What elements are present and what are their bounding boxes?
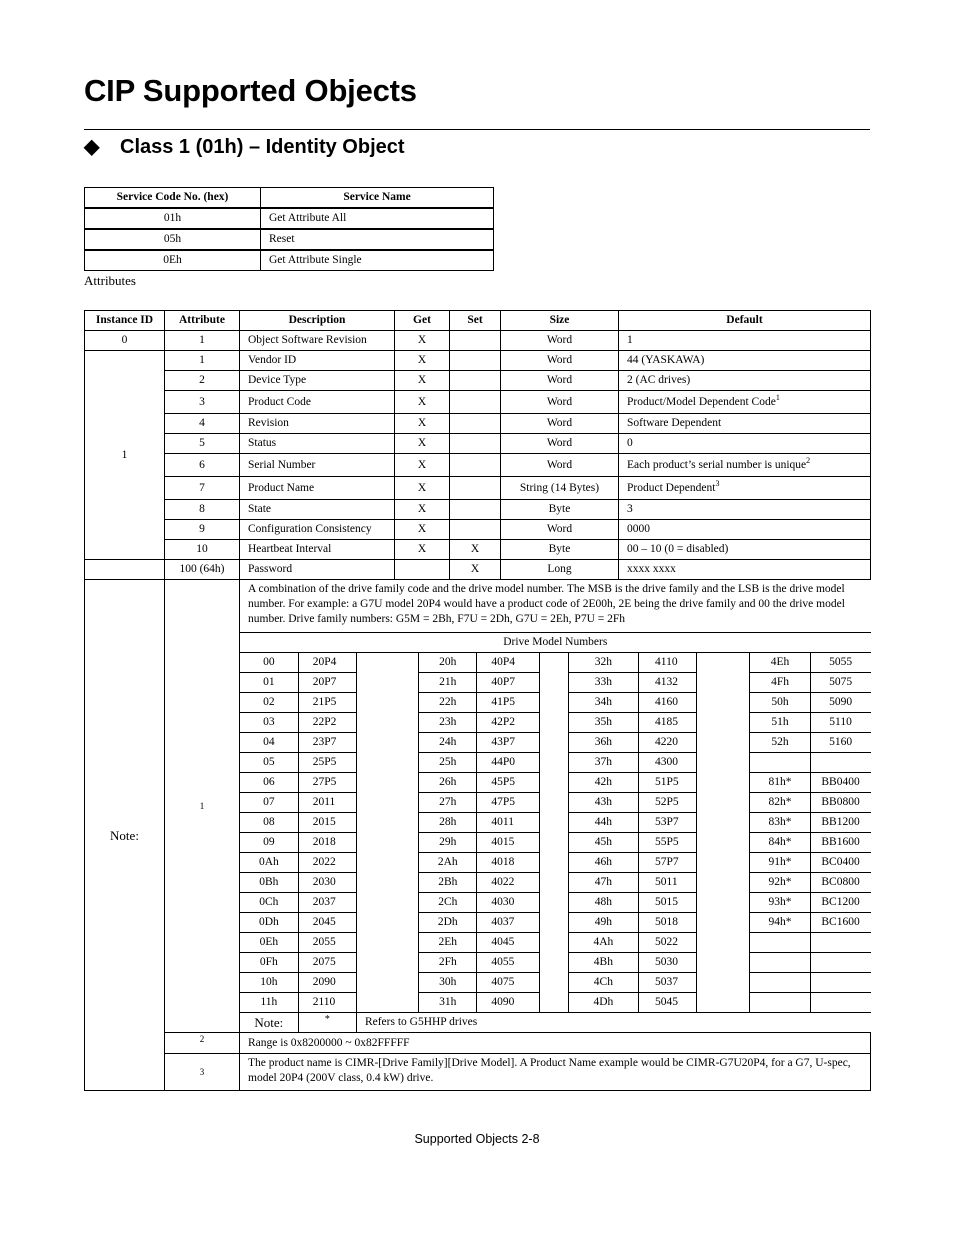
attribute-description: Password [240, 560, 395, 580]
attribute-default [619, 477, 871, 500]
family-code: 2Fh [419, 953, 477, 973]
model-number: 23P7 [298, 733, 356, 753]
attribute-default [619, 500, 871, 520]
service-table [84, 187, 494, 271]
family-code: 50h [750, 693, 810, 713]
default-value: 44 (YASKAWA) [627, 354, 705, 366]
family-code: 09 [240, 833, 298, 853]
attribute-number: 8 [165, 500, 240, 520]
set-flag [450, 414, 501, 434]
model-number: 5018 [639, 913, 697, 933]
attribute-description: Product Name [240, 477, 395, 500]
family-code: 82h* [750, 793, 810, 813]
family-code: 33h [568, 673, 638, 693]
size-header: Size [501, 311, 619, 331]
attribute-default [619, 414, 871, 434]
note-2-text: Range is 0x8200000 ~ 0x82FFFFF [240, 1033, 871, 1054]
model-number: 4300 [639, 753, 697, 773]
set-flag [450, 477, 501, 500]
attribute-number: 7 [165, 477, 240, 500]
attribute-default [619, 454, 871, 477]
attribute-default [619, 540, 871, 560]
model-number: 5015 [639, 893, 697, 913]
model-number: 41P5 [477, 693, 539, 713]
model-number: 42P2 [477, 713, 539, 733]
get-flag: X [395, 540, 450, 560]
model-number: 2022 [298, 853, 356, 873]
page-footer: Supported Objects 2-8 [414, 1132, 540, 1146]
instance-id: 0 [85, 331, 165, 351]
family-code: 11h [240, 993, 298, 1013]
family-code: 43h [568, 793, 638, 813]
service-code: 01h [85, 208, 261, 229]
family-code: 0Eh [240, 933, 298, 953]
inner-note-mark: * [298, 1013, 356, 1033]
set-header: Set [450, 311, 501, 331]
model-number: 5160 [810, 733, 870, 753]
get-flag [395, 560, 450, 580]
set-flag [450, 500, 501, 520]
attribute-size: Word [501, 391, 619, 414]
family-code: 30h [419, 973, 477, 993]
note-3-row [85, 1054, 871, 1091]
attribute-number: 3 [165, 391, 240, 414]
default-value: 2 (AC drives) [627, 374, 691, 386]
model-number: 5011 [639, 873, 697, 893]
family-code: 0Fh [240, 953, 298, 973]
gap-cell [697, 653, 750, 1013]
attribute-default [619, 391, 871, 414]
attributes-caption: Attributes [84, 273, 136, 288]
model-number: 2018 [298, 833, 356, 853]
model-number: 2015 [298, 813, 356, 833]
model-number: 4011 [477, 813, 539, 833]
default-value: 0000 [627, 523, 650, 535]
family-code: 51h [750, 713, 810, 733]
inner-note-label: Note: [240, 1013, 298, 1033]
family-code: 84h* [750, 833, 810, 853]
attribute-description: Status [240, 434, 395, 454]
family-code: 47h [568, 873, 638, 893]
gap-cell [539, 653, 568, 1013]
gap-cell [356, 653, 418, 1013]
table-row [85, 540, 871, 560]
model-number: BB0800 [810, 793, 870, 813]
inner-note-row [240, 1013, 871, 1033]
family-code: 02 [240, 693, 298, 713]
model-number [810, 953, 870, 973]
default-header: Default [619, 311, 871, 331]
note-2-number: 2 [165, 1033, 240, 1054]
model-number: 4018 [477, 853, 539, 873]
diamond-bullet-icon: ◆ [84, 136, 100, 158]
table-row [85, 351, 871, 371]
family-code: 20h [419, 653, 477, 673]
set-flag: X [450, 560, 501, 580]
get-flag: X [395, 434, 450, 454]
model-number: 21P5 [298, 693, 356, 713]
family-code: 48h [568, 893, 638, 913]
get-flag: X [395, 391, 450, 414]
family-code: 00 [240, 653, 298, 673]
default-value: Product Dependent [627, 481, 716, 494]
table-row [85, 331, 871, 351]
default-value: 3 [627, 503, 633, 515]
model-number: 2075 [298, 953, 356, 973]
attribute-description: Revision [240, 414, 395, 434]
table-row [85, 477, 871, 500]
family-code: 03 [240, 713, 298, 733]
attribute-number: 6 [165, 454, 240, 477]
attribute-size: Word [501, 351, 619, 371]
model-number: 4055 [477, 953, 539, 973]
attribute-description: Product Code [240, 391, 395, 414]
family-code: 49h [568, 913, 638, 933]
model-number: 40P7 [477, 673, 539, 693]
note-1-text: A combination of the drive family code and the drive model number. The MSB is the drive family and the LSB is the drive model number. For example: a G7U model 20P4 would have a product code of 2E00h, 2E being the drive family and 00 the drive model number. Drive family numbers: G5M = 2Bh, F7U = 2Dh, G7U = 2Eh, P7U = 2Fh [240, 580, 871, 633]
attribute-description: Device Type [240, 371, 395, 391]
default-value: 00 – 10 (0 = disabled) [627, 543, 729, 555]
get-flag: X [395, 331, 450, 351]
model-number: BC1600 [810, 913, 870, 933]
family-code: 0Ah [240, 853, 298, 873]
drive-model-heading: Drive Model Numbers [240, 633, 871, 653]
set-flag [450, 371, 501, 391]
family-code: 81h* [750, 773, 810, 793]
attribute-size: Word [501, 434, 619, 454]
model-number: BB0400 [810, 773, 870, 793]
model-number: 53P7 [639, 813, 697, 833]
model-number: BC0800 [810, 873, 870, 893]
table-row [85, 560, 871, 580]
attribute-number: 4 [165, 414, 240, 434]
model-number: 5030 [639, 953, 697, 973]
family-code: 23h [419, 713, 477, 733]
model-number [810, 993, 870, 1013]
family-code: 4Dh [568, 993, 638, 1013]
instance-id: 1 [85, 351, 165, 560]
family-code: 52h [750, 733, 810, 753]
model-number: 4220 [639, 733, 697, 753]
family-code: 29h [419, 833, 477, 853]
model-number: BB1200 [810, 813, 870, 833]
get-flag: X [395, 414, 450, 434]
attribute-default [619, 434, 871, 454]
set-flag [450, 454, 501, 477]
model-number: 22P2 [298, 713, 356, 733]
default-value: Software Dependent [627, 417, 722, 429]
model-number: 2037 [298, 893, 356, 913]
model-number: BC0400 [810, 853, 870, 873]
table-row [85, 371, 871, 391]
family-code: 0Bh [240, 873, 298, 893]
family-code: 45h [568, 833, 638, 853]
family-code [750, 753, 810, 773]
footnote-mark: 1 [775, 392, 780, 402]
instance-id-empty [85, 560, 165, 580]
footnote-mark: 3 [715, 478, 720, 488]
table-row [85, 520, 871, 540]
model-number: 4160 [639, 693, 697, 713]
model-number: 47P5 [477, 793, 539, 813]
get-flag: X [395, 500, 450, 520]
model-number: 2011 [298, 793, 356, 813]
family-code: 42h [568, 773, 638, 793]
attribute-description: State [240, 500, 395, 520]
model-number: 40P4 [477, 653, 539, 673]
attribute-description: Configuration Consistency [240, 520, 395, 540]
family-code: 10h [240, 973, 298, 993]
notes-label: Note: [85, 580, 165, 1091]
default-value: Product/Model Dependent Code [627, 395, 776, 408]
model-number: 57P7 [639, 853, 697, 873]
model-number: 5045 [639, 993, 697, 1013]
model-number: 20P7 [298, 673, 356, 693]
family-code [750, 933, 810, 953]
set-flag [450, 391, 501, 414]
model-number: 43P7 [477, 733, 539, 753]
attribute-number: 9 [165, 520, 240, 540]
family-code: 22h [419, 693, 477, 713]
model-number: 4090 [477, 993, 539, 1013]
family-code: 4Ch [568, 973, 638, 993]
note-3-text: The product name is CIMR-[Drive Family][Drive Model]. A Product Name example would be CIMR-G7U20P4, for a G7, U-spec, model 20P4 (200V class, 0.4 kW) drive. [240, 1054, 871, 1091]
attribute-size: Word [501, 371, 619, 391]
family-code: 92h* [750, 873, 810, 893]
attribute-default [619, 560, 871, 580]
attribute-default [619, 371, 871, 391]
default-value: xxxx xxxx [627, 563, 676, 575]
get-flag: X [395, 371, 450, 391]
attribute-number: 1 [165, 331, 240, 351]
family-code: 0Ch [240, 893, 298, 913]
model-number: 44P0 [477, 753, 539, 773]
drive-model-row [240, 653, 871, 673]
default-value: 0 [627, 437, 633, 449]
attribute-size: Word [501, 331, 619, 351]
drive-model-table [240, 633, 871, 1032]
model-number: 52P5 [639, 793, 697, 813]
service-name-header: Service Name [261, 188, 494, 209]
family-code: 35h [568, 713, 638, 733]
model-number: 4132 [639, 673, 697, 693]
service-code-header: Service Code No. (hex) [85, 188, 261, 209]
model-number [810, 973, 870, 993]
get-flag: X [395, 520, 450, 540]
service-name: Get Attribute All [261, 208, 494, 229]
model-number: 2055 [298, 933, 356, 953]
family-code: 26h [419, 773, 477, 793]
attribute-default [619, 520, 871, 540]
family-code: 27h [419, 793, 477, 813]
family-code: 2Bh [419, 873, 477, 893]
get-flag: X [395, 477, 450, 500]
model-number [810, 753, 870, 773]
model-number: 4185 [639, 713, 697, 733]
model-number: 2090 [298, 973, 356, 993]
model-number: 20P4 [298, 653, 356, 673]
model-number: 2110 [298, 993, 356, 1013]
family-code: 06 [240, 773, 298, 793]
family-code: 2Ch [419, 893, 477, 913]
model-number: 4075 [477, 973, 539, 993]
family-code [750, 973, 810, 993]
family-code: 94h* [750, 913, 810, 933]
family-code: 2Ah [419, 853, 477, 873]
default-value: Each product’s serial number is unique [627, 458, 807, 471]
model-number: BC1200 [810, 893, 870, 913]
family-code: 24h [419, 733, 477, 753]
table-row [85, 454, 871, 477]
attribute-description: Serial Number [240, 454, 395, 477]
family-code: 34h [568, 693, 638, 713]
family-code: 83h* [750, 813, 810, 833]
set-flag [450, 351, 501, 371]
model-number: 45P5 [477, 773, 539, 793]
note-1-number: 1 [165, 580, 240, 1033]
description-header: Description [240, 311, 395, 331]
attribute-size: Word [501, 414, 619, 434]
attribute-description: Object Software Revision [240, 331, 395, 351]
model-number: 4030 [477, 893, 539, 913]
attribute-size: Word [501, 454, 619, 477]
service-code: 05h [85, 229, 261, 250]
instance-id-header: Instance ID [85, 311, 165, 331]
table-row [85, 414, 871, 434]
inner-note-text: Refers to G5HHP drives [356, 1013, 870, 1033]
attribute-header: Attribute [165, 311, 240, 331]
family-code: 07 [240, 793, 298, 813]
model-number: 2045 [298, 913, 356, 933]
attributes-table [84, 310, 871, 1091]
table-row [85, 434, 871, 454]
service-name: Reset [261, 229, 494, 250]
model-number: 4045 [477, 933, 539, 953]
family-code: 31h [419, 993, 477, 1013]
family-code: 4Bh [568, 953, 638, 973]
attribute-number: 2 [165, 371, 240, 391]
model-number [810, 933, 870, 953]
model-number: 4037 [477, 913, 539, 933]
family-code: 0Dh [240, 913, 298, 933]
model-number: 5022 [639, 933, 697, 953]
family-code: 2Eh [419, 933, 477, 953]
family-code: 28h [419, 813, 477, 833]
model-number: 27P5 [298, 773, 356, 793]
family-code: 36h [568, 733, 638, 753]
family-code: 44h [568, 813, 638, 833]
page-title: CIP Supported Objects [84, 73, 417, 108]
family-code: 2Dh [419, 913, 477, 933]
family-code [750, 953, 810, 973]
model-number: 5037 [639, 973, 697, 993]
get-flag: X [395, 351, 450, 371]
family-code: 91h* [750, 853, 810, 873]
section-title: Class 1 (01h) – Identity Object [120, 136, 405, 158]
model-number: 25P5 [298, 753, 356, 773]
title-rule [84, 129, 870, 130]
attribute-number: 5 [165, 434, 240, 454]
family-code: 21h [419, 673, 477, 693]
family-code: 08 [240, 813, 298, 833]
attribute-default [619, 351, 871, 371]
get-flag: X [395, 454, 450, 477]
family-code: 4Eh [750, 653, 810, 673]
note-1-row [85, 580, 871, 1033]
family-code [750, 993, 810, 1013]
model-number: 2030 [298, 873, 356, 893]
family-code: 4Fh [750, 673, 810, 693]
family-code: 25h [419, 753, 477, 773]
attribute-size: Byte [501, 500, 619, 520]
model-number: 5055 [810, 653, 870, 673]
model-number: 4022 [477, 873, 539, 893]
family-code: 37h [568, 753, 638, 773]
table-row [85, 500, 871, 520]
attribute-size: Long [501, 560, 619, 580]
attribute-number: 100 (64h) [165, 560, 240, 580]
model-number: BB1600 [810, 833, 870, 853]
family-code: 04 [240, 733, 298, 753]
family-code: 05 [240, 753, 298, 773]
attribute-number: 1 [165, 351, 240, 371]
model-number: 5110 [810, 713, 870, 733]
footnote-mark: 2 [806, 455, 811, 465]
note-3-number: 3 [165, 1054, 240, 1091]
attribute-default: 1 [619, 331, 871, 351]
family-code: 93h* [750, 893, 810, 913]
attribute-description: Heartbeat Interval [240, 540, 395, 560]
model-number: 55P5 [639, 833, 697, 853]
service-name: Get Attribute Single [261, 250, 494, 271]
section-heading [84, 134, 405, 159]
family-code: 32h [568, 653, 638, 673]
model-number: 4015 [477, 833, 539, 853]
note-1-content [240, 580, 871, 1033]
attribute-size: Byte [501, 540, 619, 560]
set-flag [450, 434, 501, 454]
model-number: 5090 [810, 693, 870, 713]
attribute-size: String (14 Bytes) [501, 477, 619, 500]
model-number: 51P5 [639, 773, 697, 793]
table-row [85, 391, 871, 414]
get-header: Get [395, 311, 450, 331]
family-code: 4Ah [568, 933, 638, 953]
set-flag [450, 331, 501, 351]
service-code: 0Eh [85, 250, 261, 271]
model-number: 5075 [810, 673, 870, 693]
set-flag [450, 520, 501, 540]
family-code: 46h [568, 853, 638, 873]
family-code: 01 [240, 673, 298, 693]
model-number: 4110 [639, 653, 697, 673]
attribute-number: 10 [165, 540, 240, 560]
note-2-row [85, 1033, 871, 1054]
attribute-description: Vendor ID [240, 351, 395, 371]
set-flag: X [450, 540, 501, 560]
attribute-size: Word [501, 520, 619, 540]
